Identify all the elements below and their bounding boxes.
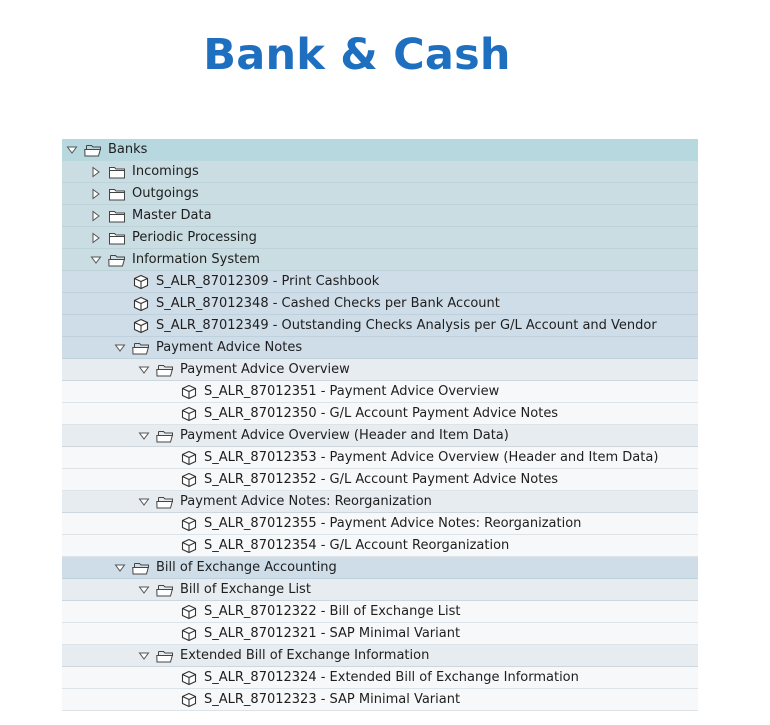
tree-node-label: Bill of Exchange List	[180, 582, 311, 597]
tree-node-label: S_ALR_87012321 - SAP Minimal Variant	[204, 626, 461, 641]
expand-arrow-down-icon[interactable]	[114, 562, 126, 574]
tree-folder-row[interactable]	[62, 161, 698, 183]
tree-node-label: S_ALR_87012323 - SAP Minimal Variant	[204, 692, 461, 707]
tree-node-label: S_ALR_87012351 - Payment Advice Overview	[204, 384, 500, 399]
tree-node-label: S_ALR_87012352 - G/L Account Payment Advice Notes	[204, 472, 559, 487]
expand-arrow-right-icon[interactable]	[90, 188, 102, 200]
page-title: Bank & Cash	[203, 30, 511, 80]
folder-open-icon	[156, 494, 174, 510]
transaction-cube-icon	[180, 384, 198, 400]
folder-open-icon	[132, 340, 150, 356]
tree-folder-row[interactable]	[62, 139, 698, 161]
tree-node-label: Payment Advice Notes	[156, 340, 303, 355]
tree-node-label: S_ALR_87012350 - G/L Account Payment Advice Notes	[204, 406, 559, 421]
tree-node-label: Incomings	[132, 164, 199, 179]
folder-open-icon	[84, 142, 102, 158]
folder-icon	[108, 208, 126, 224]
tree-node-label: S_ALR_87012322 - Bill of Exchange List	[204, 604, 461, 619]
expand-arrow-down-icon[interactable]	[138, 650, 150, 662]
expand-arrow-down-icon[interactable]	[138, 364, 150, 376]
tree-folder-row[interactable]	[62, 249, 698, 271]
sap-menu-tree	[62, 139, 698, 711]
tree-node-label: S_ALR_87012354 - G/L Account Reorganization	[204, 538, 510, 553]
tree-node-label: S_ALR_87012355 - Payment Advice Notes: Reorganization	[204, 516, 582, 531]
tree-folder-row[interactable]	[62, 491, 698, 513]
tree-transaction-row[interactable]	[62, 535, 698, 557]
transaction-cube-icon	[132, 274, 150, 290]
expand-arrow-down-icon[interactable]	[90, 254, 102, 266]
folder-open-icon	[108, 252, 126, 268]
folder-open-icon	[156, 362, 174, 378]
folder-open-icon	[156, 428, 174, 444]
transaction-cube-icon	[180, 604, 198, 620]
tree-transaction-row[interactable]	[62, 667, 698, 689]
expand-arrow-down-icon[interactable]	[138, 430, 150, 442]
tree-transaction-row[interactable]	[62, 381, 698, 403]
tree-node-label: Payment Advice Overview	[180, 362, 350, 377]
tree-node-label: Payment Advice Overview (Header and Item Data)	[180, 428, 509, 443]
tree-node-label: Periodic Processing	[132, 230, 257, 245]
tree-transaction-row[interactable]	[62, 271, 698, 293]
tree-folder-row[interactable]	[62, 645, 698, 667]
tree-node-label: Outgoings	[132, 186, 199, 201]
transaction-cube-icon	[132, 318, 150, 334]
tree-transaction-row[interactable]	[62, 315, 698, 337]
tree-node-label: S_ALR_87012309 - Print Cashbook	[156, 274, 380, 289]
transaction-cube-icon	[180, 538, 198, 554]
tree-node-label: Bill of Exchange Accounting	[156, 560, 337, 575]
tree-transaction-row[interactable]	[62, 601, 698, 623]
tree-transaction-row[interactable]	[62, 623, 698, 645]
transaction-cube-icon	[180, 406, 198, 422]
folder-icon	[108, 230, 126, 246]
transaction-cube-icon	[180, 472, 198, 488]
tree-node-label: Payment Advice Notes: Reorganization	[180, 494, 432, 509]
tree-folder-row[interactable]	[62, 205, 698, 227]
tree-transaction-row[interactable]	[62, 293, 698, 315]
tree-node-label: Master Data	[132, 208, 212, 223]
tree-folder-row[interactable]	[62, 183, 698, 205]
expand-arrow-down-icon[interactable]	[138, 496, 150, 508]
tree-node-label: S_ALR_87012324 - Extended Bill of Exchange Information	[204, 670, 579, 685]
tree-transaction-row[interactable]	[62, 513, 698, 535]
folder-icon	[108, 164, 126, 180]
tree-node-label: Extended Bill of Exchange Information	[180, 648, 430, 663]
tree-folder-row[interactable]	[62, 425, 698, 447]
tree-folder-row[interactable]	[62, 359, 698, 381]
tree-transaction-row[interactable]	[62, 469, 698, 491]
expand-arrow-down-icon[interactable]	[66, 144, 78, 156]
folder-open-icon	[156, 582, 174, 598]
tree-node-label: Information System	[132, 252, 260, 267]
tree-folder-row[interactable]	[62, 579, 698, 601]
transaction-cube-icon	[180, 516, 198, 532]
tree-folder-row[interactable]	[62, 227, 698, 249]
tree-node-label: S_ALR_87012353 - Payment Advice Overview (Header and Item Data)	[204, 450, 659, 465]
transaction-cube-icon	[180, 670, 198, 686]
tree-node-label: Banks	[108, 142, 148, 157]
tree-folder-row[interactable]	[62, 337, 698, 359]
expand-arrow-down-icon[interactable]	[138, 584, 150, 596]
tree-node-label: S_ALR_87012349 - Outstanding Checks Analysis per G/L Account and Vendor	[156, 318, 657, 333]
tree-transaction-row[interactable]	[62, 447, 698, 469]
transaction-cube-icon	[180, 692, 198, 708]
expand-arrow-down-icon[interactable]	[114, 342, 126, 354]
folder-open-icon	[132, 560, 150, 576]
tree-node-label: S_ALR_87012348 - Cashed Checks per Bank Account	[156, 296, 500, 311]
tree-transaction-row[interactable]	[62, 689, 698, 711]
expand-arrow-right-icon[interactable]	[90, 166, 102, 178]
transaction-cube-icon	[180, 450, 198, 466]
folder-icon	[108, 186, 126, 202]
folder-open-icon	[156, 648, 174, 664]
transaction-cube-icon	[132, 296, 150, 312]
expand-arrow-right-icon[interactable]	[90, 210, 102, 222]
tree-folder-row[interactable]	[62, 557, 698, 579]
expand-arrow-right-icon[interactable]	[90, 232, 102, 244]
tree-transaction-row[interactable]	[62, 403, 698, 425]
transaction-cube-icon	[180, 626, 198, 642]
